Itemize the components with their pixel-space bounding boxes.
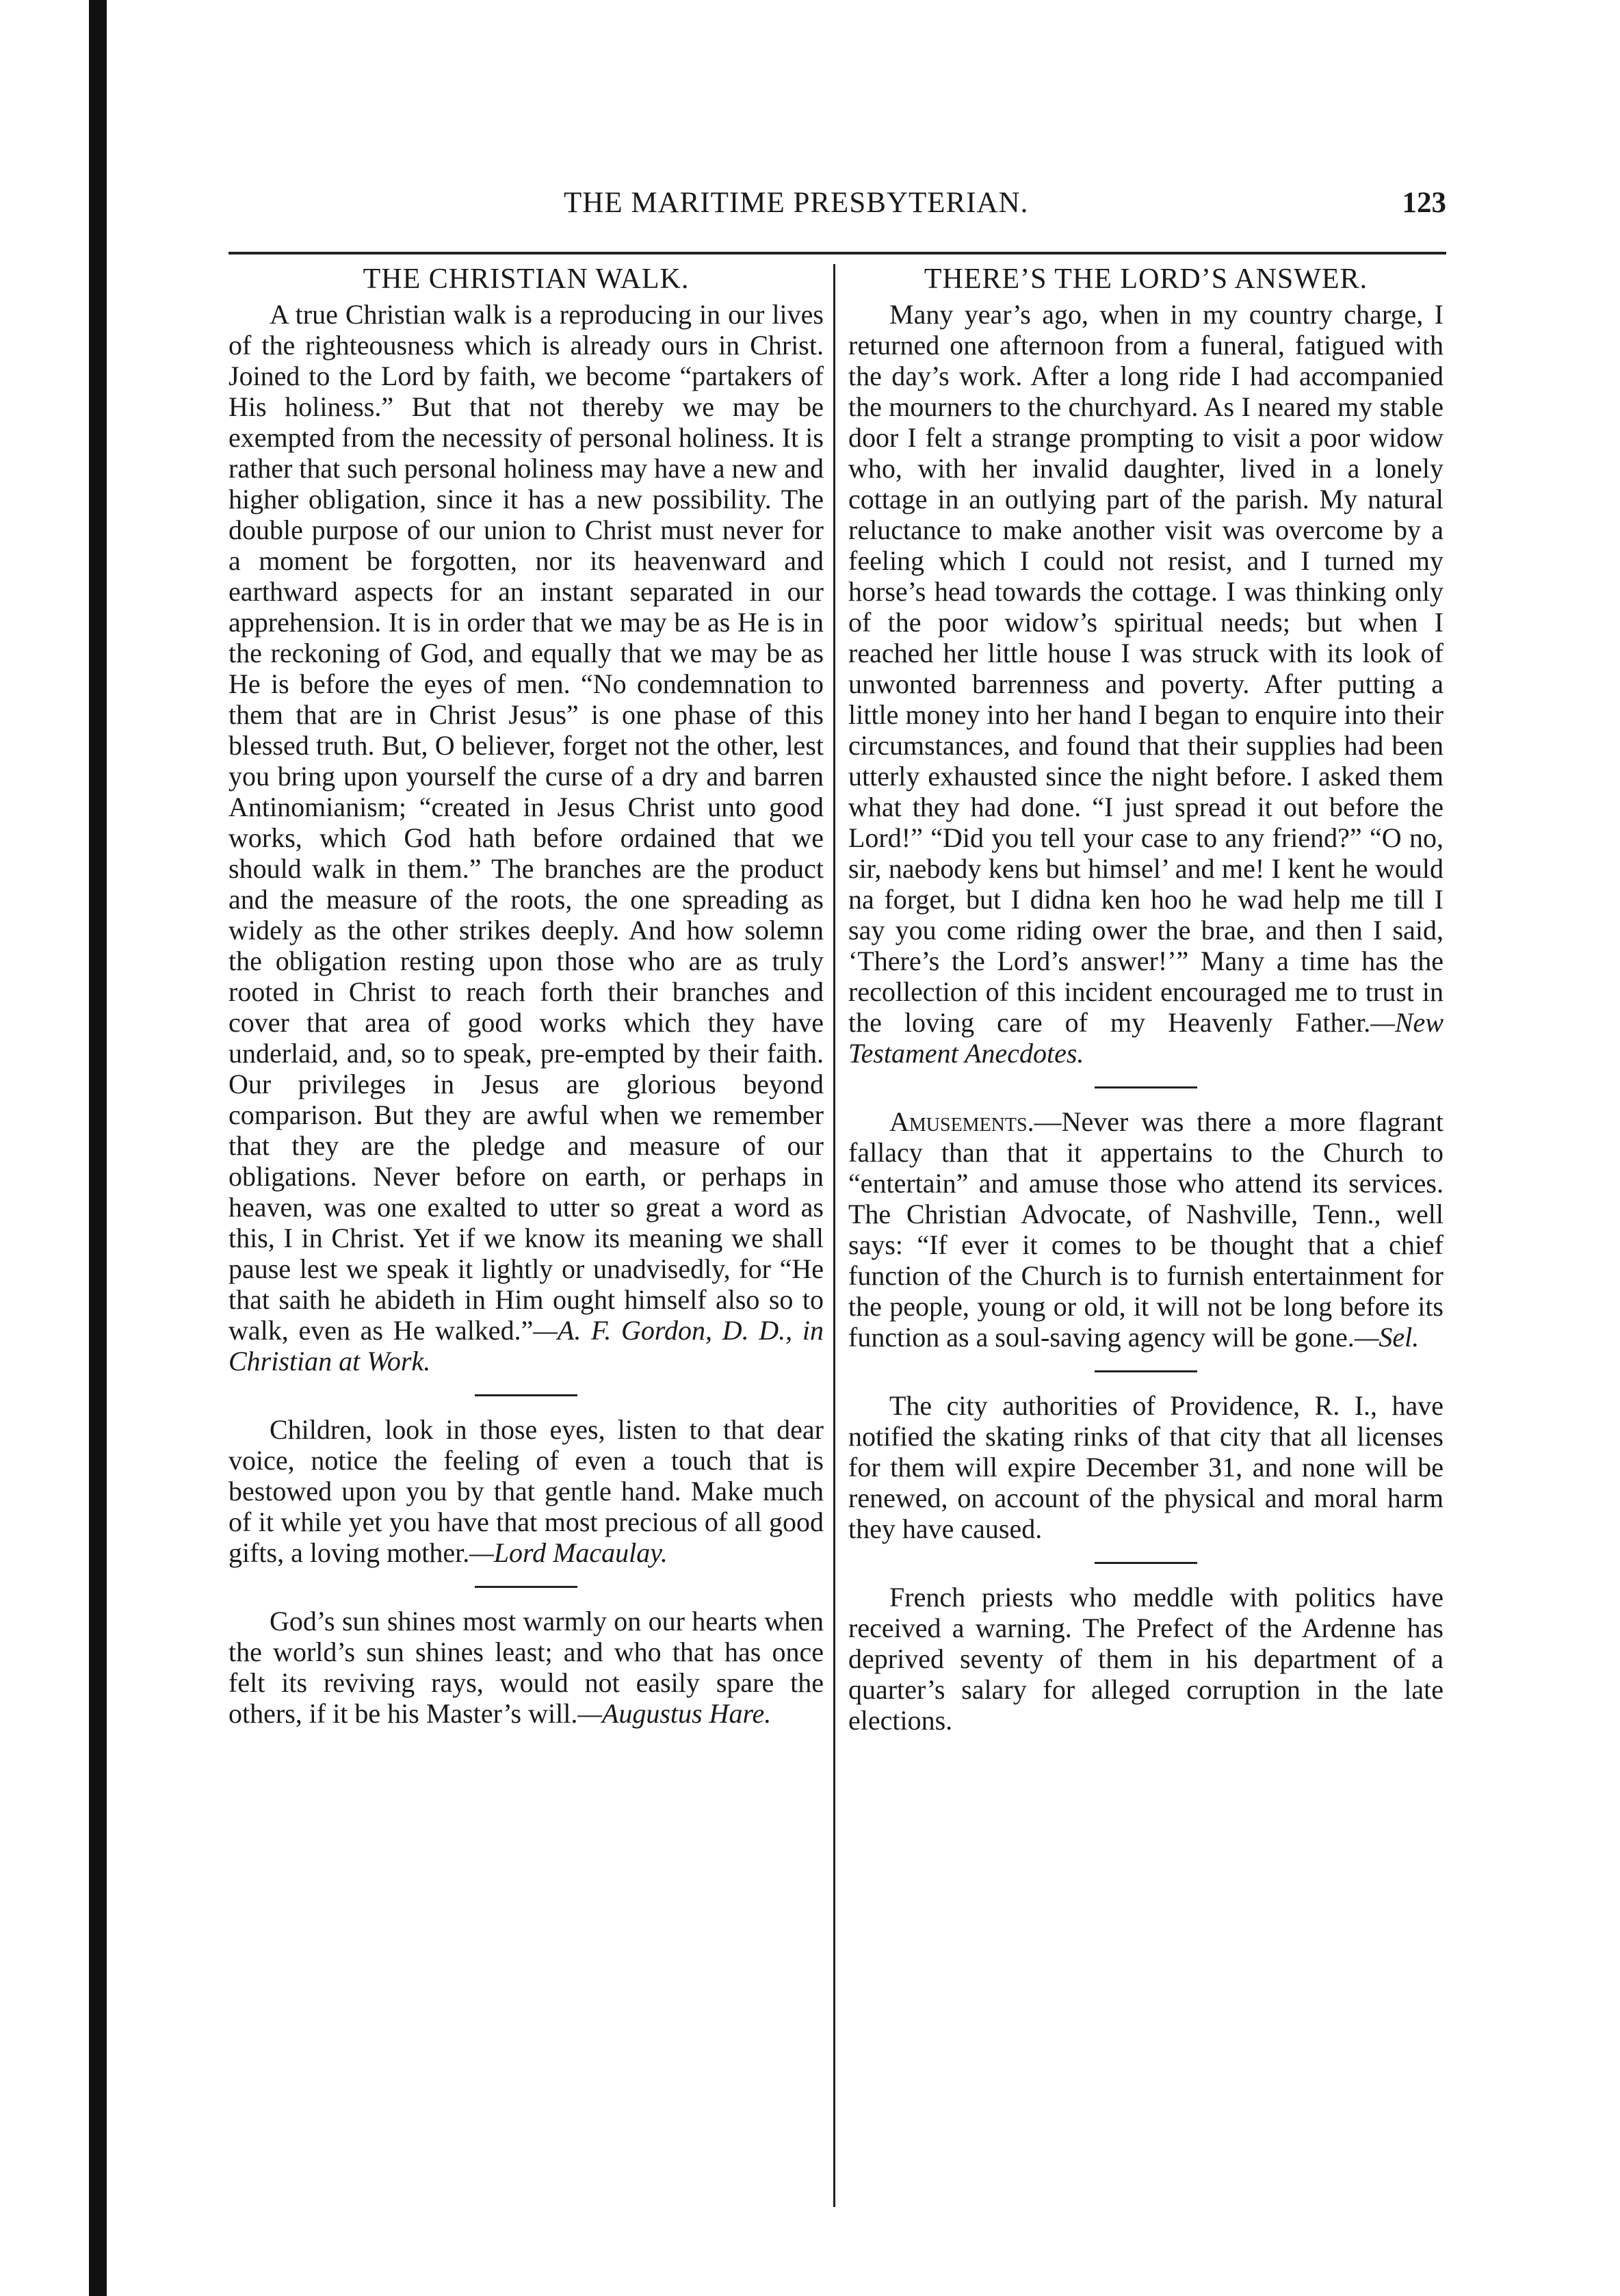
- running-header: [228, 186, 1446, 234]
- article-attribution: —New Testament Anecdotes.: [848, 1007, 1443, 1069]
- article-divider: [475, 1394, 577, 1396]
- column-divider: [833, 264, 835, 2207]
- running-title: THE MARITIME PRESBYTERIAN.: [564, 187, 1029, 219]
- article-attribution: —Sel.: [1354, 1322, 1420, 1353]
- article-body: French priests who meddle with politics have received a warning. The Prefect of the Ardenne has deprived seventy of them in his department of a quarter’s salary for alleged corruption in the late elections.: [848, 1582, 1443, 1736]
- article-attribution: —A. F. Gordon, D. D., in Christian at Work.: [228, 1315, 824, 1377]
- article-lead: Amusements.: [889, 1106, 1034, 1137]
- article-body: A true Christian walk is a reproducing in our lives of the righteousness which is already ours in Christ. Joined to the Lord by faith, we become “partakers of His holiness.” But that not thereby we may be exempted from the necessity of personal holiness. It is rather that such personal holiness may have a new and higher obligation, since it has a new possibility. The double purpose of our union to Christ must never for a moment be forgotten, nor its heavenward and earthward aspects for an instant separated in our apprehension. It is in order that we may be as He is in the reckoning of God, and equally that we may be as He is before the eyes of men. “No condemnation to them that are in Christ Jesus” is one phase of this blessed truth. But, O believer, forget not the other, lest you bring upon yourself the curse of a dry and barren Antinomianism; “created in Jesus Christ unto good works, which God hath before ordained that we should walk in them.” The branches are the product and the measure of the roots, the one spreading as widely as the other strikes deeply. And how solemn the obligation resting upon those who are as truly rooted in Christ to reach forth their branches and cover that area of good works which they have underlaid, and, so to speak, pre-empted by their faith. Our privileges in Jesus are glorious beyond comparison. But they are awful when we remember that they are the pledge and measure of our obligations. Never before on earth, or perhaps in heaven, was one exalted to utter so great a word as this, I in Christ. Yet if we know its meaning we shall pause lest we speak it lightly or unadvisedly, for “He that saith he abideth in Him ought himself also so to walk, even as He walked.”—A. F. Gordon, D. D., in Christian at Work.: [228, 299, 824, 1377]
- document-page: [228, 186, 1446, 2239]
- article-divider: [1095, 1370, 1197, 1372]
- left-column: [228, 264, 824, 1729]
- page-number: 123: [1402, 187, 1446, 219]
- article-title: THE CHRISTIAN WALK.: [363, 263, 690, 295]
- article-body: The city authorities of Providence, R. I., have notified the skating rinks of that city that all licenses for them will expire December 31, and none will be renewed, on account of the physical and moral harm they have caused.: [848, 1390, 1443, 1544]
- article-body: God’s sun shines most warmly on our hearts when the world’s sun shines least; and who that has once felt its reviving rays, would not easily spare the others, if it be his Master’s will.—Augustus Hare.: [228, 1606, 824, 1729]
- header-rule: [228, 252, 1446, 255]
- two-column-body: [228, 264, 1446, 2239]
- right-column: [848, 264, 1443, 1736]
- article-divider: [1095, 1562, 1197, 1564]
- article-body: Many year’s ago, when in my country charge, I returned one afternoon from a funeral, fatigued with the day’s work. After a long ride I had accompanied the mourners to the churchyard. As I neared my stable door I felt a strange prompting to visit a poor widow who, with her invalid daughter, lived in a lonely cottage in an outlying part of the parish. My natural reluctance to make another visit was overcome by a feeling which I could not resist, and I turned my horse’s head towards the cottage. I was thinking only of the poor widow’s spiritual needs; but when I reached her little house I was struck with its look of unwonted barrenness and poverty. After putting a little money into her hand I began to enquire into their circumstances, and found that their supplies had been utterly exhausted since the night before. I asked them what they had done. “I just spread it out before the Lord!” “Did you tell your case to any friend?” “O no, sir, naebody kens but himsel’ and me! I kent he would na forget, but I didna ken hoo he wad help me till I say you come riding ower the brae, and then I said, ‘There’s the Lord’s answer!’” Many a time has the recollection of this incident encouraged me to trust in the loving care of my Heavenly Father.—New Testament Anecdotes.: [848, 299, 1443, 1069]
- article-divider: [1095, 1086, 1197, 1088]
- article-divider: [475, 1586, 577, 1588]
- article-attribution: —Augustus Hare.: [577, 1698, 772, 1729]
- article-body: Amusements.—Never was there a more flagrant fallacy than that it appertains to the Church to “entertain” and amuse those who attend its services. The Christian Advocate, of Nashville, Tenn., well says: “If ever it comes to be thought that a chief function of the Church is to furnish entertainment for the people, young or old, it will not be long before its function as a soul-saving agency will be gone.—Sel.: [848, 1106, 1443, 1353]
- page-binding-edge: [89, 0, 107, 2296]
- article-title: THERE’S THE LORD’S ANSWER.: [924, 263, 1368, 295]
- article-body: Children, look in those eyes, listen to that dear voice, notice the feeling of even a touch that is bestowed upon you by that gentle hand. Make much of it while yet you have that most precious of all good gifts, a loving mother.—Lord Macaulay.: [228, 1414, 824, 1568]
- article-attribution: —Lord Macaulay.: [469, 1537, 668, 1568]
